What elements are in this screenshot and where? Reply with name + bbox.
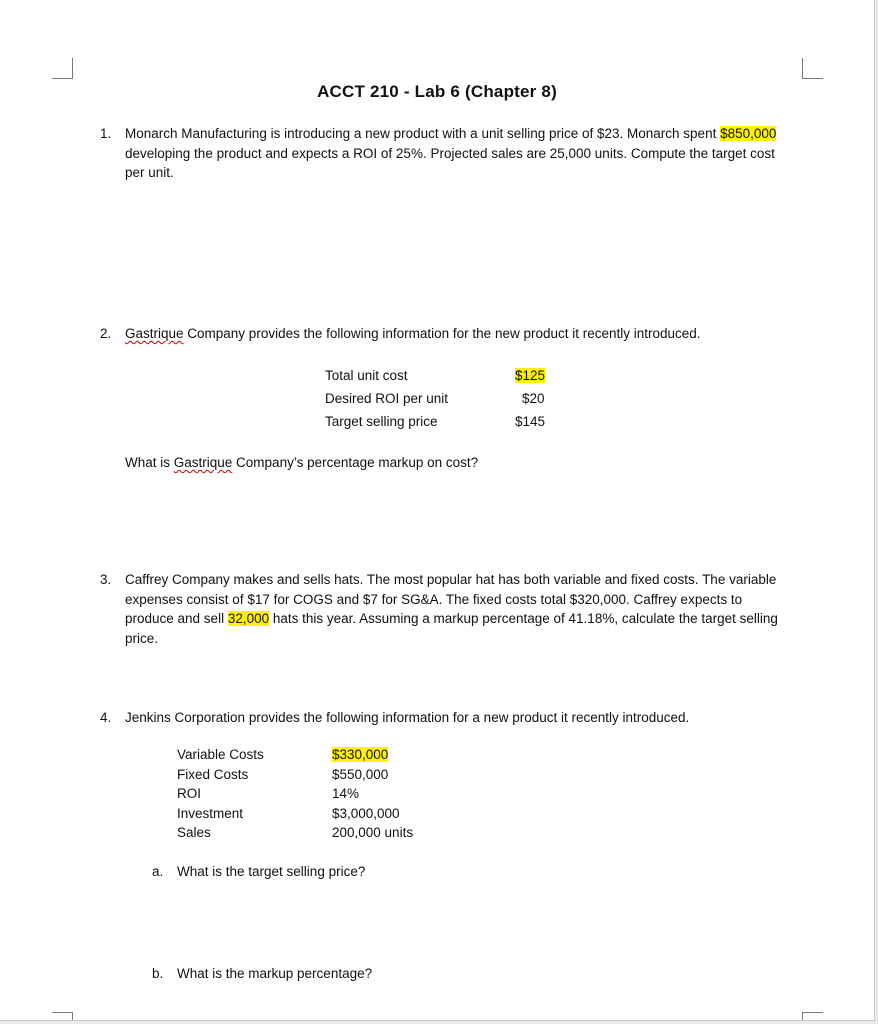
question-2-number: 2. [100,326,112,341]
table-value: 200,000 units [332,825,414,840]
table-label: Desired ROI per unit [325,391,449,406]
question-4a-text: What is the target selling price? [177,864,366,879]
question-4-text: Jenkins Corporation provides the following information for a new product it recently introduced. [125,710,690,725]
highlight-330000: $330,000 [332,747,389,762]
crop-mark-top-right [802,58,823,79]
q2-cost-table [325,364,555,433]
question-1-number: 1. [100,126,112,141]
table-value [515,364,545,387]
highlight-32000: 32,000 [227,611,270,626]
table-value: $550,000 [332,766,389,782]
q4-info-table [177,745,437,843]
question-1-text-b: developing the product and expects a ROI of 25%. Projected sales are 25,000 units. Compute the target cost per unit. [125,145,775,180]
question-2-prompt-b: Company’s percentage markup on cost? [232,455,479,470]
crop-mark-bottom-right [802,1012,823,1021]
table-row [325,387,555,410]
table-row [177,804,437,824]
highlight-125: $125 [515,368,546,383]
table-label: Sales [177,825,211,840]
question-4-number: 4. [100,710,112,725]
question-3-text-a: Caffrey Company makes and sells hats. The most popular hat has both variable and fixed costs. The variable expenses consist of $17 for COGS and $7 for SG&A. The fixed costs total $320,000. Caffrey expects to produce and sell [125,572,777,626]
table-label: ROI [177,786,202,801]
table-label: Target selling price [325,414,438,429]
highlight-850000: $850,000 [720,126,777,141]
question-2-text [125,324,790,344]
table-row [177,745,437,765]
table-label: Investment [177,805,244,821]
question-3 [100,570,790,648]
question-3-number: 3. [100,572,112,587]
question-4b-text: What is the markup percentage? [177,966,373,981]
question-2-prompt [125,453,478,473]
document-title: ACCT 210 - Lab 6 (Chapter 8) [317,82,557,101]
table-value: 14% [332,786,360,801]
table-value: $145 [515,414,546,429]
table-row [177,765,437,785]
table-value [332,745,388,765]
question-1-text [125,124,790,183]
question-4b-letter: b. [152,966,164,981]
table-label: Fixed Costs [177,766,249,782]
question-2 [100,324,790,344]
question-3-text [125,570,790,648]
question-4a-letter: a. [152,864,164,879]
table-label: Total unit cost [325,368,408,383]
question-1 [100,124,790,183]
spellcheck-word-gastrique: Gastrique [173,455,233,470]
table-label: Variable Costs [177,747,264,762]
table-row [325,364,555,387]
question-4 [100,708,790,728]
crop-mark-top-left [52,58,73,79]
question-2-text-rest: Company provides the following information for the new product it recently introduced. [183,326,701,341]
question-3-text-b: hats this year. Assuming a markup percentage of 41.18%, calculate the target selling price. [125,611,778,646]
table-row [177,784,437,804]
table-value: $20 [522,391,545,406]
question-1-text-a: Monarch Manufacturing is introducing a new product with a unit selling price of $23. Monarch spent [125,126,721,141]
spellcheck-word-gastrique: Gastrique [125,326,184,341]
table-row [325,410,555,433]
question-2-prompt-a: What is [125,455,174,470]
table-value: $3,000,000 [332,805,400,821]
table-row [177,823,437,843]
crop-mark-bottom-left [52,1012,73,1021]
